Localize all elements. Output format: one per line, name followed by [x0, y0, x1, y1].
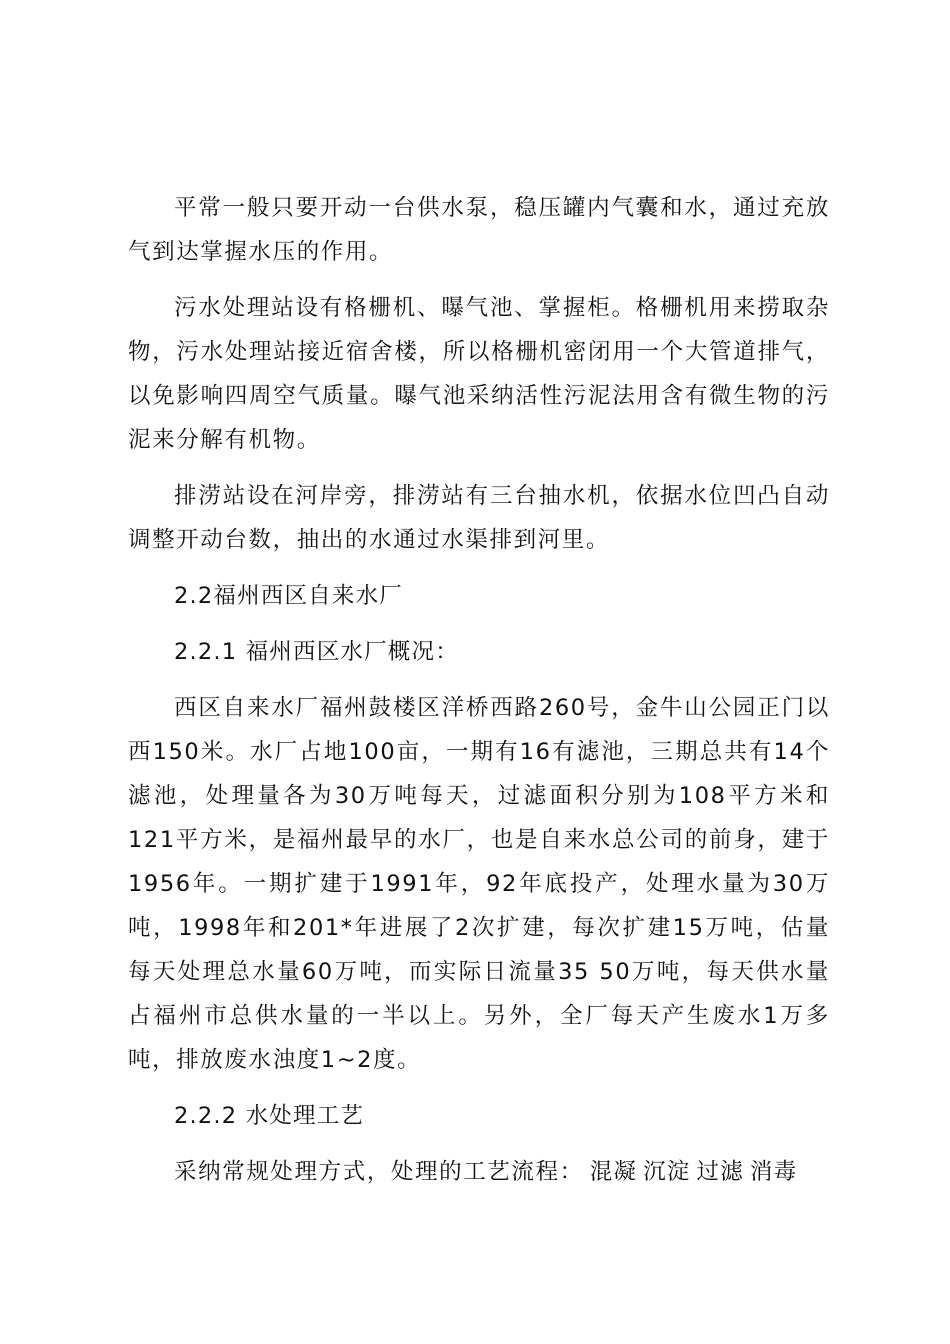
- paragraph-sewage-station: 污水处理站设有格栅机、曝气池、掌握柜。格栅机用来捞取杂物，污水处理站接近宿舍楼，所以格栅机密闭用一个大管道排气，以免影响四周空气质量。曝气池采纳活性污泥法用含有微生物的污泥来分解有机物。: [128, 295, 830, 453]
- paragraph-drainage-station: 排涝站设在河岸旁，排涝站有三台抽水机，依据水位凹凸自动调整开动台数，抽出的水通过水渠排到河里。: [128, 483, 830, 553]
- process-flow-intro: 采纳常规处理方式，处理的工艺流程：: [174, 1159, 584, 1185]
- section-heading-2-2: 2.2福州西区自来水厂: [174, 583, 403, 609]
- process-step-filtration: 过滤: [696, 1159, 744, 1185]
- paragraph-water-pump: 平常一般只要开动一台供水泵，稳压罐内气囊和水，通过充放气到达掌握水压的作用。: [128, 195, 830, 265]
- section-heading-2-2-2: 2.2.2 水处理工艺: [174, 1103, 365, 1129]
- process-step-coagulation: 混凝: [589, 1159, 638, 1185]
- process-step-sedimentation: 沉淀: [643, 1159, 691, 1185]
- paragraph-plant-overview: 西区自来水厂福州鼓楼区洋桥西路260号，金牛山公园正门以西150米。水厂占地100亩，一期有16有滤池，三期总共有14个滤池，处理量各为30万吨每天，过滤面积分别为108平方米和121平方米，是福州最早的水厂，也是自来水总公司的前身，建于1956年。一期扩建于1991年，92年底投产，处理水量为30万吨，1998年和201*年进展了2次扩建，每次扩建15万吨，估量每天处理总水量60万吨，而实际日流量35 50万吨，每天供水量占福州市总供水量的一半以上。另外，全厂每天产生废水1万多吨，排放废水浊度1~2度。: [128, 695, 830, 1073]
- process-flow-line: [128, 1150, 830, 1194]
- document-body: [128, 186, 830, 1194]
- process-step-disinfection: 消毒: [749, 1159, 798, 1185]
- section-heading-2-2-1: 2.2.1 福州西区水厂概况：: [174, 639, 459, 665]
